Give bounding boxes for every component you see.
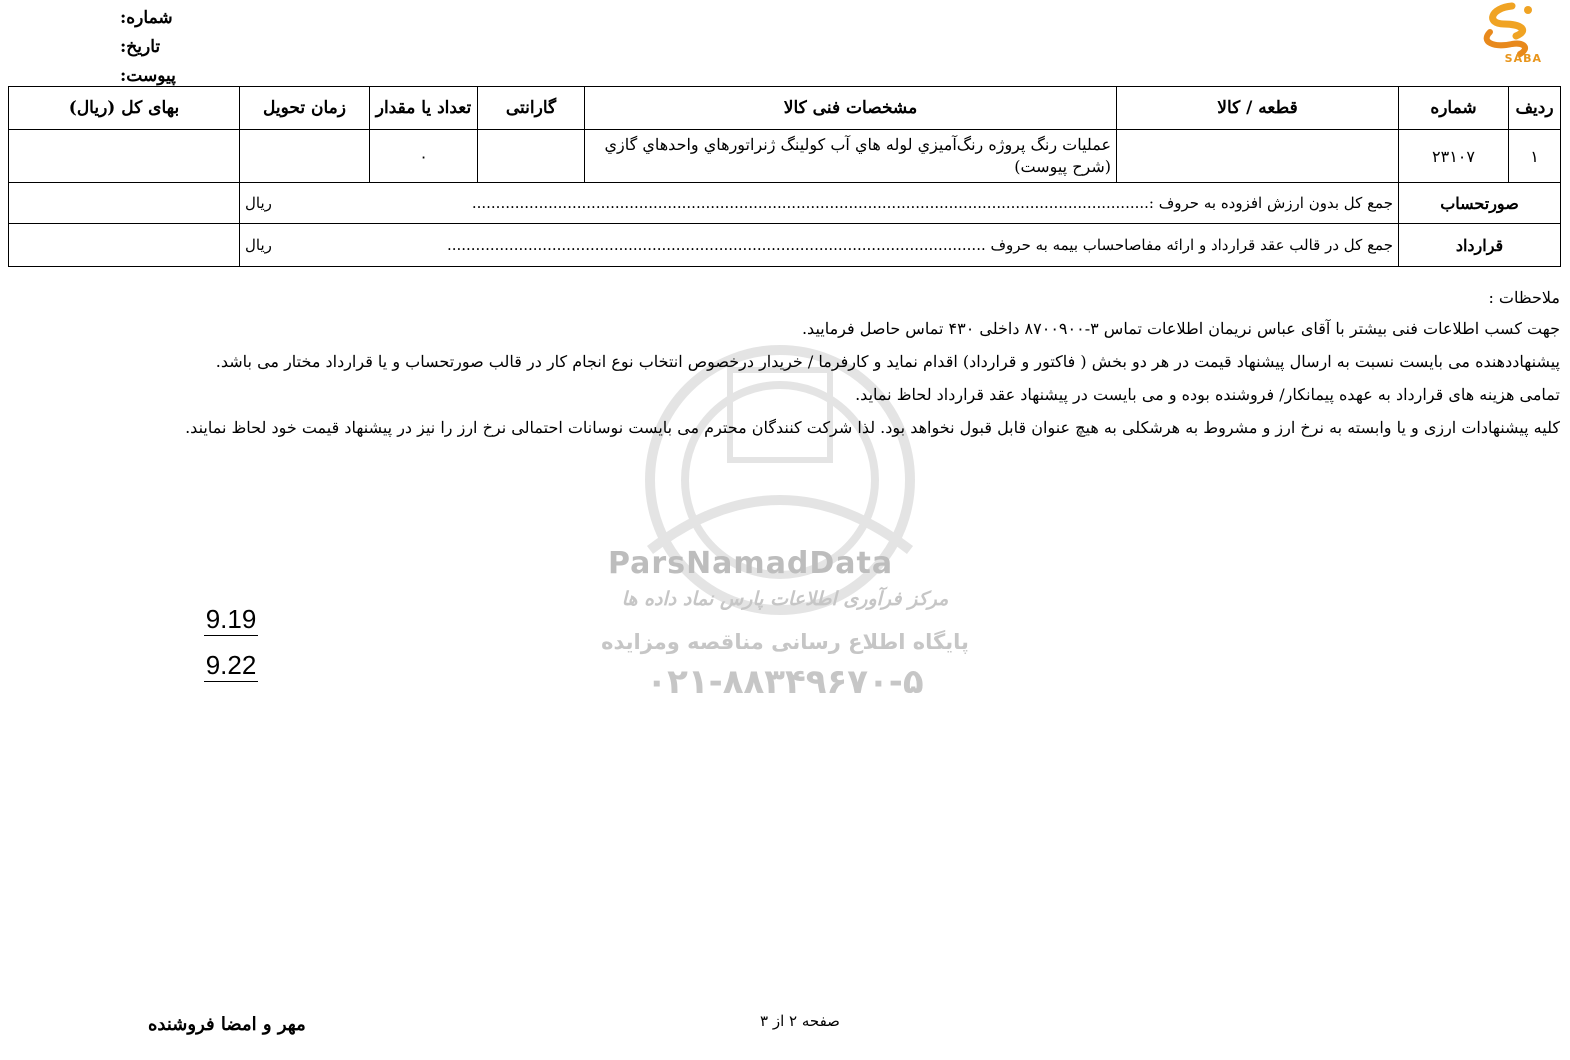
- cell-number: ۲۳۱۰۷: [1399, 130, 1509, 183]
- invoice-label: صورتحساب: [1399, 183, 1561, 224]
- watermark-phone: ۰۲۱-۸۸۳۴۹۶۷۰-۵: [646, 662, 924, 702]
- header-delivery: زمان تحویل: [240, 87, 370, 130]
- cell-delivery: [240, 130, 370, 183]
- seller-signature-label: مهر و امضا فروشنده: [148, 1014, 306, 1035]
- contract-empty-cell: [9, 224, 240, 267]
- number-label: شماره:: [120, 8, 173, 28]
- cell-spec: عمليات رنگ پروژه رنگ‌آميزي لوله هاي آب كولينگ ژنراتورهاي واحدهاي گازي (شرح پيوست): [585, 130, 1117, 183]
- handwritten-date-2: 9.22: [205, 650, 257, 680]
- logo-text: SABA: [1504, 52, 1542, 65]
- company-logo-icon: [1450, 2, 1550, 78]
- header-row-index: ردیف: [1509, 87, 1561, 130]
- handwritten-date-1: 9.19: [205, 604, 257, 634]
- header-qty: تعداد یا مقدار: [370, 87, 478, 130]
- table-header-row: [9, 87, 1561, 130]
- note-item: کلیه پیشنهادات ارزی و یا وابسته به نرخ ارز و مشروط به هرشکلی به هیچ عنوان قابل قبول نخواهد بود. لذا شرکت کنندگان محترم می بایست نوسانات احتمالی نرخ ارز را نیز در پیشنهاد قیمت خود لحاظ نمایند.: [185, 418, 1560, 437]
- notes-section: [120, 288, 1560, 451]
- cell-price: [9, 130, 240, 183]
- watermark-line-2: پایگاه اطلاع رسانی مناقصه ومزایده: [601, 630, 969, 654]
- contract-currency: ریال: [245, 236, 272, 254]
- contract-row: [9, 224, 1561, 267]
- invoice-text: جمع کل بدون ارزش افزوده به حروف :..............................................................................................................................................: [471, 194, 1393, 212]
- invoice-empty-cell: [9, 183, 240, 224]
- header-price: بهای کل (ریال): [9, 87, 240, 130]
- invoice-currency: ریال: [245, 194, 272, 212]
- attachment-label: پیوست:: [120, 66, 176, 86]
- watermark-brand: ParsNamadData: [608, 546, 894, 581]
- header-warranty: گارانتی: [478, 87, 585, 130]
- cell-row-index: ۱: [1509, 130, 1561, 183]
- notes-title: ملاحظات :: [1488, 288, 1560, 307]
- cell-item: [1117, 130, 1399, 183]
- contract-label: قرارداد: [1399, 224, 1561, 267]
- contract-total-field: [240, 224, 1399, 267]
- note-item: پیشنهاددهنده می بایست نسبت به ارسال پیشنهاد قیمت در هر دو بخش ( فاکتور و قرارداد) اقدام نماید و کارفرما / خریدار درخصوص انتخاب نوع انجام کار در قالب صورتحساب و یا قرارداد مختار می باشد.: [215, 352, 1560, 371]
- header-item: قطعه / کالا: [1117, 87, 1399, 130]
- date-label: تاریخ:: [120, 37, 161, 57]
- page-number: صفحه ۲ از ۳: [760, 1012, 840, 1030]
- items-table: [8, 86, 1561, 267]
- invoice-row: [9, 183, 1561, 224]
- watermark-line-1: مرکز فرآوری اطلاعات پارس نماد داده ها: [621, 588, 949, 610]
- cell-qty: ۰: [370, 130, 478, 183]
- invoice-total-field: [240, 183, 1399, 224]
- letter-header-fields: [120, 4, 176, 91]
- header-number: شماره: [1399, 87, 1509, 130]
- header-spec: مشخصات فنی کالا: [585, 87, 1117, 130]
- cell-warranty: [478, 130, 585, 183]
- contract-text: جمع کل در قالب عقد قرارداد و ارائه مفاصاحساب بیمه به حروف .................................................................................................................: [446, 236, 1393, 254]
- table-row: [9, 130, 1561, 183]
- note-item: تمامی هزینه های قرارداد به عهده پیمانکار/ فروشنده بوده و می بایست در پیشنهاد عقد قرارداد لحاظ نماید.: [855, 385, 1560, 404]
- note-item: جهت کسب اطلاعات فنی بیشتر با آقای عباس نریمان اطلاعات تماس ۳-۸۷۰۰۹۰۰ داخلی ۴۳۰ تماس حاصل فرمایید.: [801, 319, 1560, 338]
